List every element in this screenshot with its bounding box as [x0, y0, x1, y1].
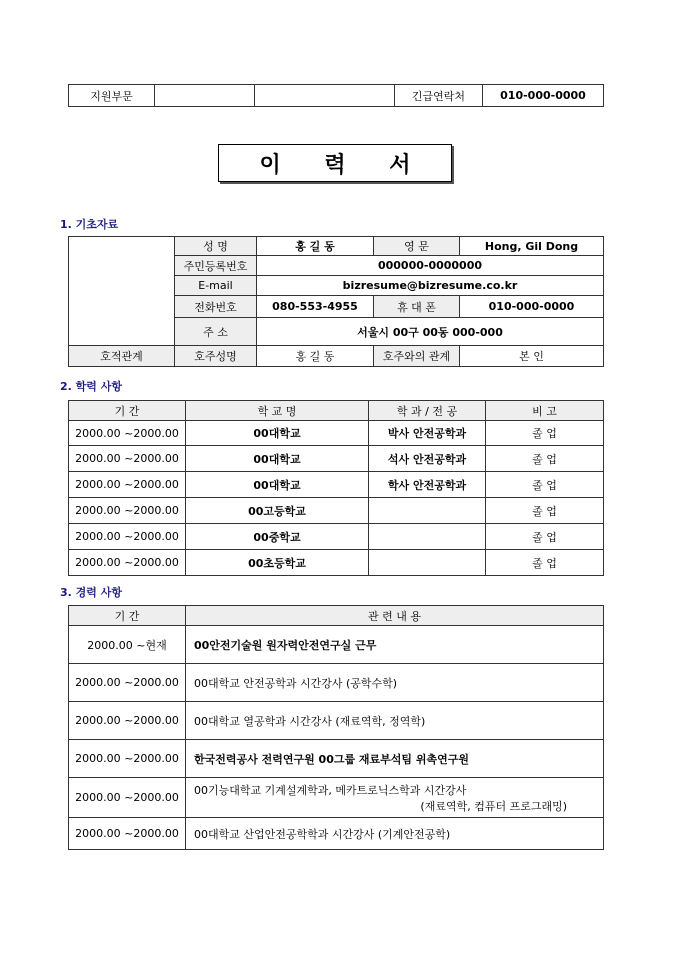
applied-dept-value-2[interactable] [255, 85, 395, 107]
edu-note: 졸 업 [486, 421, 604, 446]
career-header-period: 기 간 [69, 606, 186, 626]
email-label: E-mail [175, 276, 257, 296]
career-period: 2000.00 ~2000.00 [69, 818, 186, 850]
email-value: bizresume@bizresume.co.kr [257, 276, 604, 296]
edu-major [369, 550, 486, 576]
edu-period: 2000.00 ~2000.00 [69, 524, 186, 550]
family-relation-label: 호적관계 [69, 346, 175, 367]
career-table [68, 605, 604, 850]
section-title-education: 2. 학력 사항 [60, 380, 122, 393]
edu-period: 2000.00 ~2000.00 [69, 472, 186, 498]
edu-major [369, 498, 486, 524]
edu-header-school: 학 교 명 [186, 401, 369, 421]
applied-dept-value-1[interactable] [155, 85, 255, 107]
edu-header-period: 기 간 [69, 401, 186, 421]
edu-note: 졸 업 [486, 550, 604, 576]
edu-school: 00대학교 [186, 446, 369, 472]
edu-note: 졸 업 [486, 498, 604, 524]
edu-major: 박사 안전공학과 [369, 421, 486, 446]
table-row [69, 524, 604, 550]
emergency-contact-label: 긴급연락처 [395, 85, 483, 107]
edu-school: 00대학교 [186, 472, 369, 498]
edu-school: 00초등학교 [186, 550, 369, 576]
edu-period: 2000.00 ~2000.00 [69, 446, 186, 472]
applied-dept-label: 지원부문 [69, 85, 155, 107]
career-header-content: 관 련 내 용 [186, 606, 604, 626]
edu-school: 00대학교 [186, 421, 369, 446]
table-row [69, 664, 604, 702]
section-title-basic: 1. 기초자료 [60, 218, 119, 231]
relation-to-head-label: 호주와의 관계 [374, 346, 460, 367]
edu-note: 졸 업 [486, 524, 604, 550]
relation-to-head-value: 본 인 [460, 346, 604, 367]
career-period: 2000.00 ~2000.00 [69, 740, 186, 778]
career-content-sub: (재료역학, 컴퓨터 프로그래밍) [420, 799, 567, 813]
career-period: 2000.00 ~2000.00 [69, 664, 186, 702]
section-title-career: 3. 경력 사항 [60, 586, 122, 599]
address-label: 주 소 [175, 318, 257, 346]
career-content: 00대학교 열공학과 시간강사 (재료역학, 정역학) [186, 702, 604, 740]
career-period: 2000.00 ~현재 [69, 626, 186, 664]
basic-info-table [68, 236, 604, 367]
edu-note: 졸 업 [486, 446, 604, 472]
household-head-label: 호주성명 [175, 346, 257, 367]
edu-header-note: 비 고 [486, 401, 604, 421]
table-row [69, 421, 604, 446]
edu-major: 학사 안전공학과 [369, 472, 486, 498]
career-content: 00기능대학교 기계설계학과, 메카트로닉스학과 시간강사 [194, 783, 467, 797]
edu-period: 2000.00 ~2000.00 [69, 550, 186, 576]
career-period: 2000.00 ~2000.00 [69, 778, 186, 818]
table-row [69, 472, 604, 498]
career-content: 00안전기술원 원자력안전연구실 근무 [186, 626, 604, 664]
rrn-label: 주민등록번호 [175, 256, 257, 276]
career-content: 한국전력공사 전력연구원 00그룹 재료부석팀 위촉연구원 [186, 740, 604, 778]
edu-school: 00고등학교 [186, 498, 369, 524]
mobile-value: 010-000-0000 [460, 296, 604, 318]
edu-header-major: 학 과 / 전 공 [369, 401, 486, 421]
mobile-label: 휴 대 폰 [374, 296, 460, 318]
career-period: 2000.00 ~2000.00 [69, 702, 186, 740]
table-row [69, 626, 604, 664]
table-row [69, 778, 604, 818]
edu-major [369, 524, 486, 550]
edu-school: 00중학교 [186, 524, 369, 550]
address-value: 서울시 00구 00동 000-000 [257, 318, 604, 346]
edu-period: 2000.00 ~2000.00 [69, 498, 186, 524]
table-row [69, 498, 604, 524]
table-row [69, 818, 604, 850]
career-content: 00대학교 안전공학과 시간강사 (공학수학) [186, 664, 604, 702]
name-label: 성 명 [175, 237, 257, 256]
edu-note: 졸 업 [486, 472, 604, 498]
table-row [69, 446, 604, 472]
education-table [68, 400, 604, 576]
career-content: 00대학교 산업안전공학학과 시간강사 (기계안전공학) [186, 818, 604, 850]
english-name-value: Hong, Gil Dong [460, 237, 604, 256]
table-row [69, 740, 604, 778]
emergency-contact-value: 010-000-0000 [483, 85, 604, 107]
page-title: 이 력 서 [218, 144, 452, 182]
header-table [68, 84, 604, 107]
photo-box[interactable] [69, 237, 175, 346]
table-row [69, 702, 604, 740]
edu-period: 2000.00 ~2000.00 [69, 421, 186, 446]
rrn-value: 000000-0000000 [257, 256, 604, 276]
edu-major: 석사 안전공학과 [369, 446, 486, 472]
english-name-label: 영 문 [374, 237, 460, 256]
phone-label: 전화번호 [175, 296, 257, 318]
household-head-value: 홍 길 동 [257, 346, 374, 367]
name-value: 홍 길 동 [257, 237, 374, 256]
table-row [69, 550, 604, 576]
phone-value: 080-553-4955 [257, 296, 374, 318]
career-content-multiline [186, 778, 604, 818]
